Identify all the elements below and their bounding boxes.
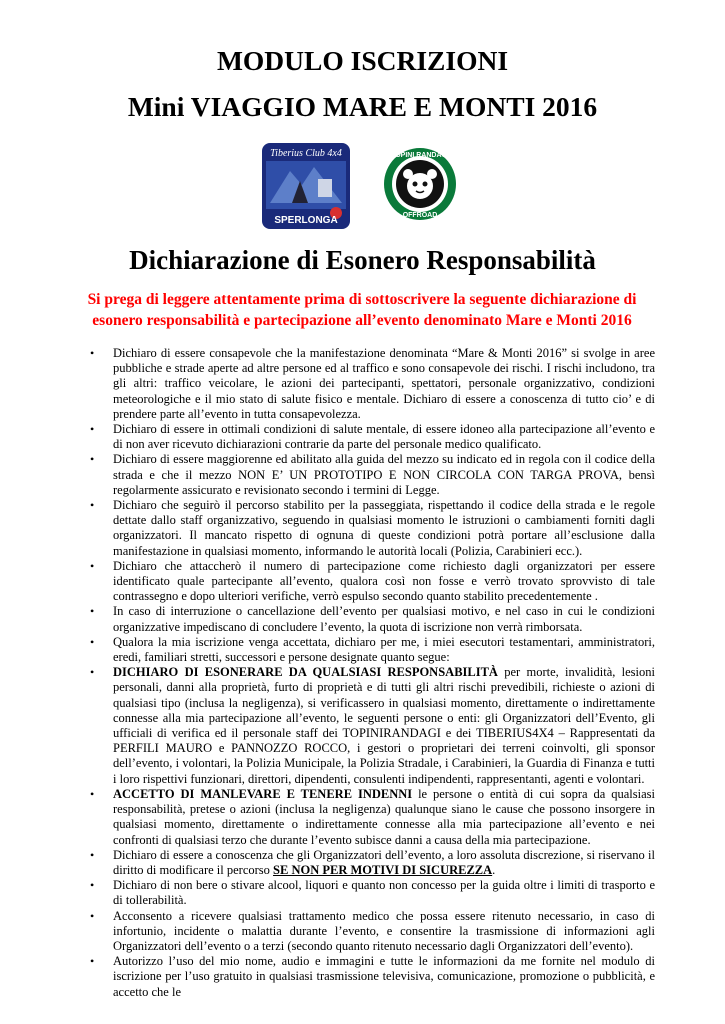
declaration-list: [0, 346, 725, 1000]
bullet-icon: •: [90, 954, 95, 969]
bullet-icon: •: [90, 558, 95, 573]
svg-text:OFFROAD: OFFROAD: [402, 212, 438, 219]
list-item: • Dichiaro che attaccherò il numero di partecipazione come richiesto dagli organizzatori per essere identificato quale partecipante all’evento, qualora così non fosse e verrò trovato sprovvisto di tale contrassegno e dopo ulteriori verifiche, verrò espulso secondo quanto stabilito precedentemente .: [90, 558, 655, 604]
bullet-icon: •: [90, 422, 95, 437]
list-item: • Dichiaro di non bere o stivare alcool, liquori e quanto non concesso per la guida oltre i limiti di trasporto e di tollerabilità.: [90, 878, 655, 908]
list-item: • Qualora la mia iscrizione venga accettata, dichiaro per me, i miei esecutori testamentari, amministratori, eredi, familiari stretti, successori e persone designate quanto segue:: [90, 634, 655, 665]
bullet-icon: •: [90, 908, 95, 923]
topini-randagi-logo-icon: [383, 147, 457, 221]
bullet-icon: •: [90, 665, 95, 680]
page-title: MODULO ISCRIZIONI: [216, 45, 509, 76]
intro-notice: Si prega di leggere attentamente prima di sottoscrivere la seguente dichiarazione di esonero responsabilità e partecipazione all’evento denominato Mare e Monti 2016: [87, 291, 637, 329]
bullet-icon: •: [90, 634, 95, 649]
list-item: • Acconsento a ricevere qualsiasi trattamento medico che possa essere ritenuto necessario, in caso di infortunio, incidente o malattia durante l’evento, e consentire la trasmissione di informazioni agli Organizzatori dell’evento o a terzi (secondo quanto ritenuto necessario dagli Organizzatori dell’evento).: [90, 908, 655, 953]
svg-text:SPERLONGA: SPERLONGA: [274, 215, 338, 226]
svg-text:Tiberius Club 4x4: Tiberius Club 4x4: [270, 148, 342, 159]
bullet-icon: •: [90, 847, 95, 862]
section-title: Dichiarazione di Esonero Responsabilità: [129, 245, 596, 275]
bullet-icon: •: [90, 498, 95, 513]
bullet-icon: •: [90, 786, 95, 801]
bullet-icon: •: [90, 452, 95, 467]
bullet-icon: •: [90, 346, 95, 360]
list-item: • Dichiaro che seguirò il percorso stabilito per la passeggiata, rispettando il codice della strada e le regole dettate dallo staff organizzativo, seguendo in qualsiasi momento le istruzioni o cambiamenti forniti dagli organizzatori. Il mancato rispetto di ognuna di queste condizioni potrà portare all’esclusione dalla manifestazione in qualsiasi momento, informando le autorità locali (Polizia, Carabinieri ecc.).: [90, 498, 655, 558]
list-item: • DICHIARO DI ESONERARE DA QUALSIASI RESPONSABILITÀ per morte, invalidità, lesioni personali, danni alla proprietà, furto di proprietà e di tutti gli altri rischi prevedibili, richieste o azioni di qualsiasi tipo (inclusa la negligenza), si verificassero in qualsiasi momento, direttamente o indirettamente connesse alla mia partecipazione all’evento, le seguenti persone o enti: gli Organizzatori dell’Evento, gli ufficiali di verifica ed il personale staff dei TOPINIRANDAGI e dei TIBERIUS4X4 – Rappresentati da PERFILI MAURO e PANNOZZO ROCCO, i gestori o proprietari dei terreni coinvolti, gli sponsor dell’evento, i volontari, la Polizia Municipale, la Polizia Stradale, i Carabinieri, la Guardia di Finanza e tutti i loro rispettivi funzionari, direttori, dipendenti, consulenti indipendenti, rappresentanti, agenti e volontari.: [90, 665, 655, 786]
list-item: • Autorizzo l’uso del mio nome, audio e immagini e tutte le informazioni da me fornite nel modulo di iscrizione per l’uso gratuito in qualsiasi trasmissione televisiva, comunicazione, promozione o pubblicità, e accetto che le: [90, 954, 655, 999]
svg-text:TOPINI RANDAGI: TOPINI RANDAGI: [391, 152, 449, 159]
list-item: • ACCETTO DI MANLEVARE E TENERE INDENNI le persone o entità di cui sopra da qualsiasi responsabilità, pretese o azioni (inclusa la negligenza) qualunque siano le cause che possono insorgere in qualsiasi momento, direttamente o indirettamente connesse alla mia partecipazione all’evento e nei confronti di qualsiasi terzo che durante l’evento subisce danni a causa della mia partecipazione.: [90, 786, 655, 847]
list-item: • Dichiaro di essere a conoscenza che gli Organizzatori dell’evento, a loro assoluta discrezione, si riservano il diritto di modificare il percorso SE NON PER MOTIVI DI SICUREZZA.: [90, 847, 655, 877]
bullet-icon: •: [90, 604, 95, 619]
tiberius-club-logo-icon: [262, 143, 350, 229]
bullet-icon: •: [90, 878, 95, 893]
page-subtitle: Mini VIAGGIO MARE E MONTI 2016: [127, 91, 598, 122]
list-item: • Dichiaro di essere consapevole che la manifestazione denominata “Mare & Monti 2016” si svolge in aree pubbliche e strade aperte ad altre persone ed al traffico e sono consapevole dei rischi. I rischi includono, tra gli altri: traffico veicolare, le azioni dei partecipanti, spettatori, personale organizzativo, condizioni meteorologiche e il mio stato di salute fisico e mentale. Dichiaro di essere a conoscenza di tutto cio’ e di prendere parte all’evento in tutta consapevolezza.: [90, 346, 655, 421]
list-item: • In caso di interruzione o cancellazione dell’evento per qualsiasi motivo, e nel caso in cui le condizioni organizzative impediscano di concludere l’evento, la quota di iscrizione non verrà rimborsata.: [90, 604, 655, 634]
list-item: • Dichiaro di essere maggiorenne ed abilitato alla guida del mezzo su indicato ed in regola con il codice della strada e che il mezzo NON E’ UN PROTOTIPO E NON CIRCOLA CON TARGA PROVA, bensì regolarmente assicurato e revisionato secondo i termini di Legge.: [90, 452, 655, 497]
list-item: • Dichiaro di essere in ottimali condizioni di salute mentale, di essere idoneo alla partecipazione all’evento e di non aver ricevuto dichiarazioni contrarie da parte del personale medico qualificato.: [90, 422, 655, 452]
